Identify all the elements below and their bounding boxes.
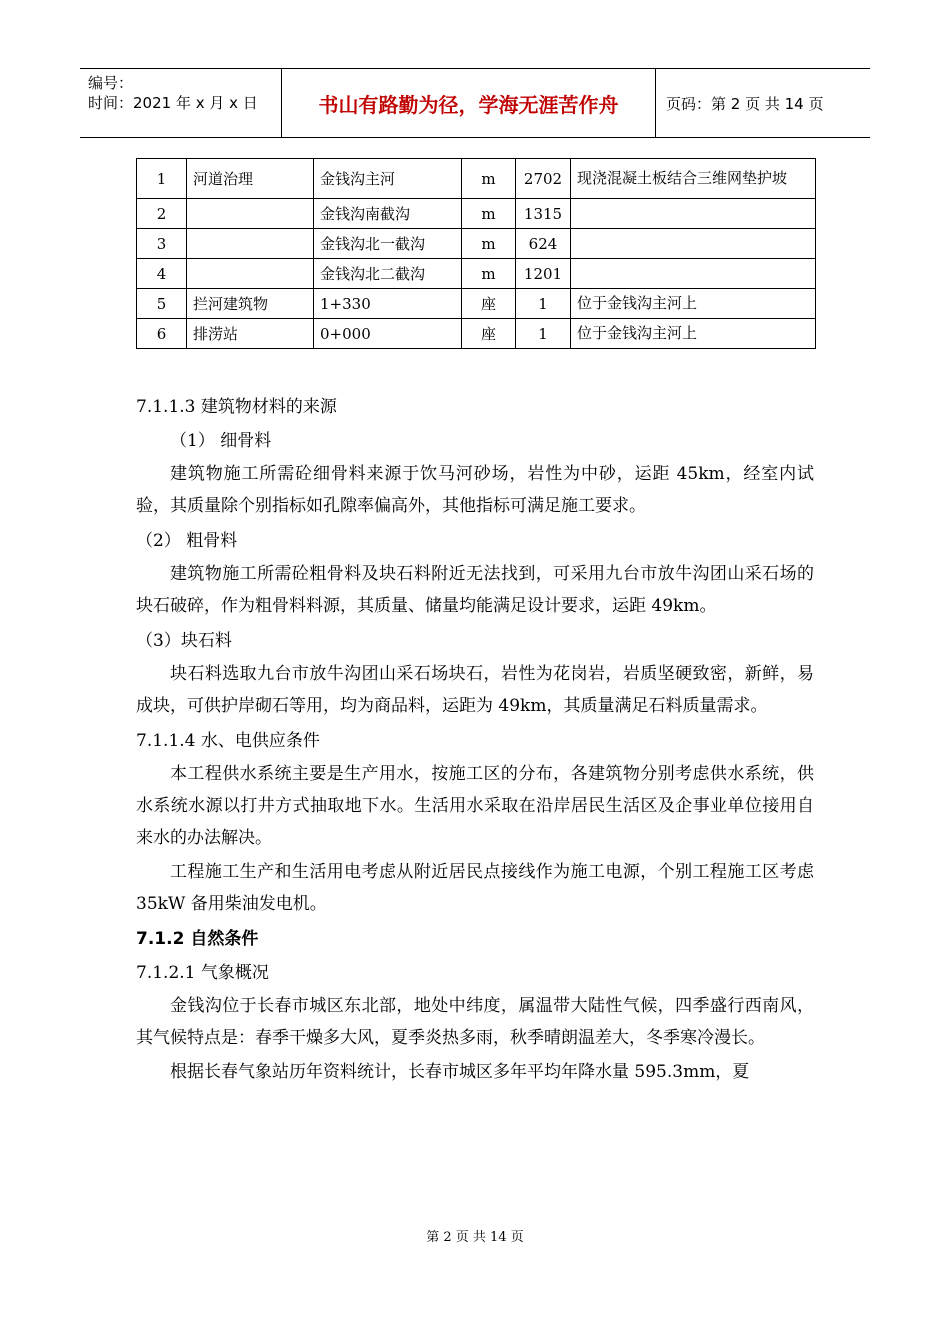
category-cell (187, 229, 314, 259)
quantity-cell: 1201 (516, 259, 571, 289)
document-date: 时间：2021 年 x 月 x 日 (88, 94, 258, 112)
quantity-cell: 1315 (516, 199, 571, 229)
paragraph-block-stone: 块石料选取九台市放牛沟团山采石场块石，岩性为花岗岩，岩质坚硬致密，新鲜，易成块，可供护岸砌石等用，均为商品料，运距为 49km，其质量满足石料质量需求。 (136, 664, 814, 716)
unit-cell: 座 (462, 289, 516, 319)
quantity-cell: 624 (516, 229, 571, 259)
paragraph-precipitation: 根据长春气象站历年资料统计，长春市城区多年平均年降水量 595.3mm，夏 (170, 1062, 750, 1082)
table-row (137, 159, 816, 199)
section-heading-7-1-1-4: 7.1.1.4 水、电供应条件 (136, 731, 320, 751)
header-page-number: 页码：第 2 页 共 14 页 (666, 94, 824, 113)
category-cell (187, 259, 314, 289)
page-header (80, 68, 870, 138)
item-name-cell: 金钱沟北一截沟 (314, 229, 462, 259)
paragraph-climate: 金钱沟位于长春市城区东北部，地处中纬度，属温带大陆性气候，四季盛行西南风，其气候特点是：春季干燥多大风，夏季炎热多雨，秋季晴朗温差大，冬季寒冷漫长。 (136, 996, 814, 1048)
category-cell: 拦河建筑物 (187, 289, 314, 319)
row-number-cell: 4 (137, 259, 187, 289)
works-table-body (137, 159, 816, 349)
document-body (136, 388, 814, 1088)
unit-cell: m (462, 199, 516, 229)
paragraph-fine-aggregate: 建筑物施工所需砼细骨料来源于饮马河砂场，岩性为中砂，运距 45km，经室内试验，其质量除个别指标如孔隙率偏高外，其他指标可满足施工要求。 (136, 464, 814, 516)
unit-cell: m (462, 259, 516, 289)
row-number-cell: 2 (137, 199, 187, 229)
note-cell: 位于金钱沟主河上 (571, 319, 816, 349)
item-name-cell: 金钱沟南截沟 (314, 199, 462, 229)
paragraph-water-supply: 本工程供水系统主要是生产用水，按施工区的分布，各建筑物分别考虑供水系统，供水系统水源以打井方式抽取地下水。生活用水采取在沿岸居民生活区及企事业单位接用自来水的办法解决。 (136, 764, 814, 848)
paragraph-power-supply: 工程施工生产和生活用电考虑从附近居民点接线作为施工电源，个别工程施工区考虑 35kW 备用柴油发电机。 (136, 862, 814, 914)
row-number-cell: 3 (137, 229, 187, 259)
document-number-label: 编号： (88, 74, 134, 92)
table-row (137, 199, 816, 229)
note-cell (571, 199, 816, 229)
section-heading-7-1-2: 7.1.2 自然条件 (136, 929, 259, 949)
table-row (137, 319, 816, 349)
section-heading-7-1-1-3: 7.1.1.3 建筑物材料的来源 (136, 397, 337, 417)
note-cell: 现浇混凝土板结合三维网垫护坡 (571, 159, 816, 199)
note-cell: 位于金钱沟主河上 (571, 289, 816, 319)
unit-cell: 座 (462, 319, 516, 349)
row-number-cell: 1 (137, 159, 187, 199)
subheading-fine-aggregate: （1） 细骨料 (170, 431, 272, 451)
subheading-block-stone: （3）块石料 (136, 631, 232, 651)
item-name-cell: 金钱沟北二截沟 (314, 259, 462, 289)
quantity-cell: 1 (516, 319, 571, 349)
page-footer: 第 2 页 共 14 页 (426, 1230, 524, 1245)
table-row (137, 259, 816, 289)
quantity-cell: 1 (516, 289, 571, 319)
category-cell: 河道治理 (187, 159, 314, 199)
category-cell (187, 199, 314, 229)
note-cell (571, 259, 816, 289)
category-cell: 排涝站 (187, 319, 314, 349)
table-row (137, 289, 816, 319)
unit-cell: m (462, 229, 516, 259)
paragraph-coarse-aggregate: 建筑物施工所需砼粗骨料及块石料附近无法找到，可采用九台市放牛沟团山采石场的块石破碎，作为粗骨料料源，其质量、储量均能满足设计要求，运距 49km。 (136, 564, 814, 616)
item-name-cell: 1+330 (314, 289, 462, 319)
works-table (136, 158, 816, 349)
unit-cell: m (462, 159, 516, 199)
row-number-cell: 5 (137, 289, 187, 319)
header-motto: 书山有路勤为径，学海无涯苦作舟 (282, 69, 656, 137)
note-cell (571, 229, 816, 259)
item-name-cell: 0+000 (314, 319, 462, 349)
row-number-cell: 6 (137, 319, 187, 349)
table-row (137, 229, 816, 259)
quantity-cell: 2702 (516, 159, 571, 199)
header-meta (80, 69, 282, 137)
section-heading-7-1-2-1: 7.1.2.1 气象概况 (136, 963, 269, 983)
item-name-cell: 金钱沟主河 (314, 159, 462, 199)
subheading-coarse-aggregate: （2） 粗骨料 (136, 531, 238, 551)
